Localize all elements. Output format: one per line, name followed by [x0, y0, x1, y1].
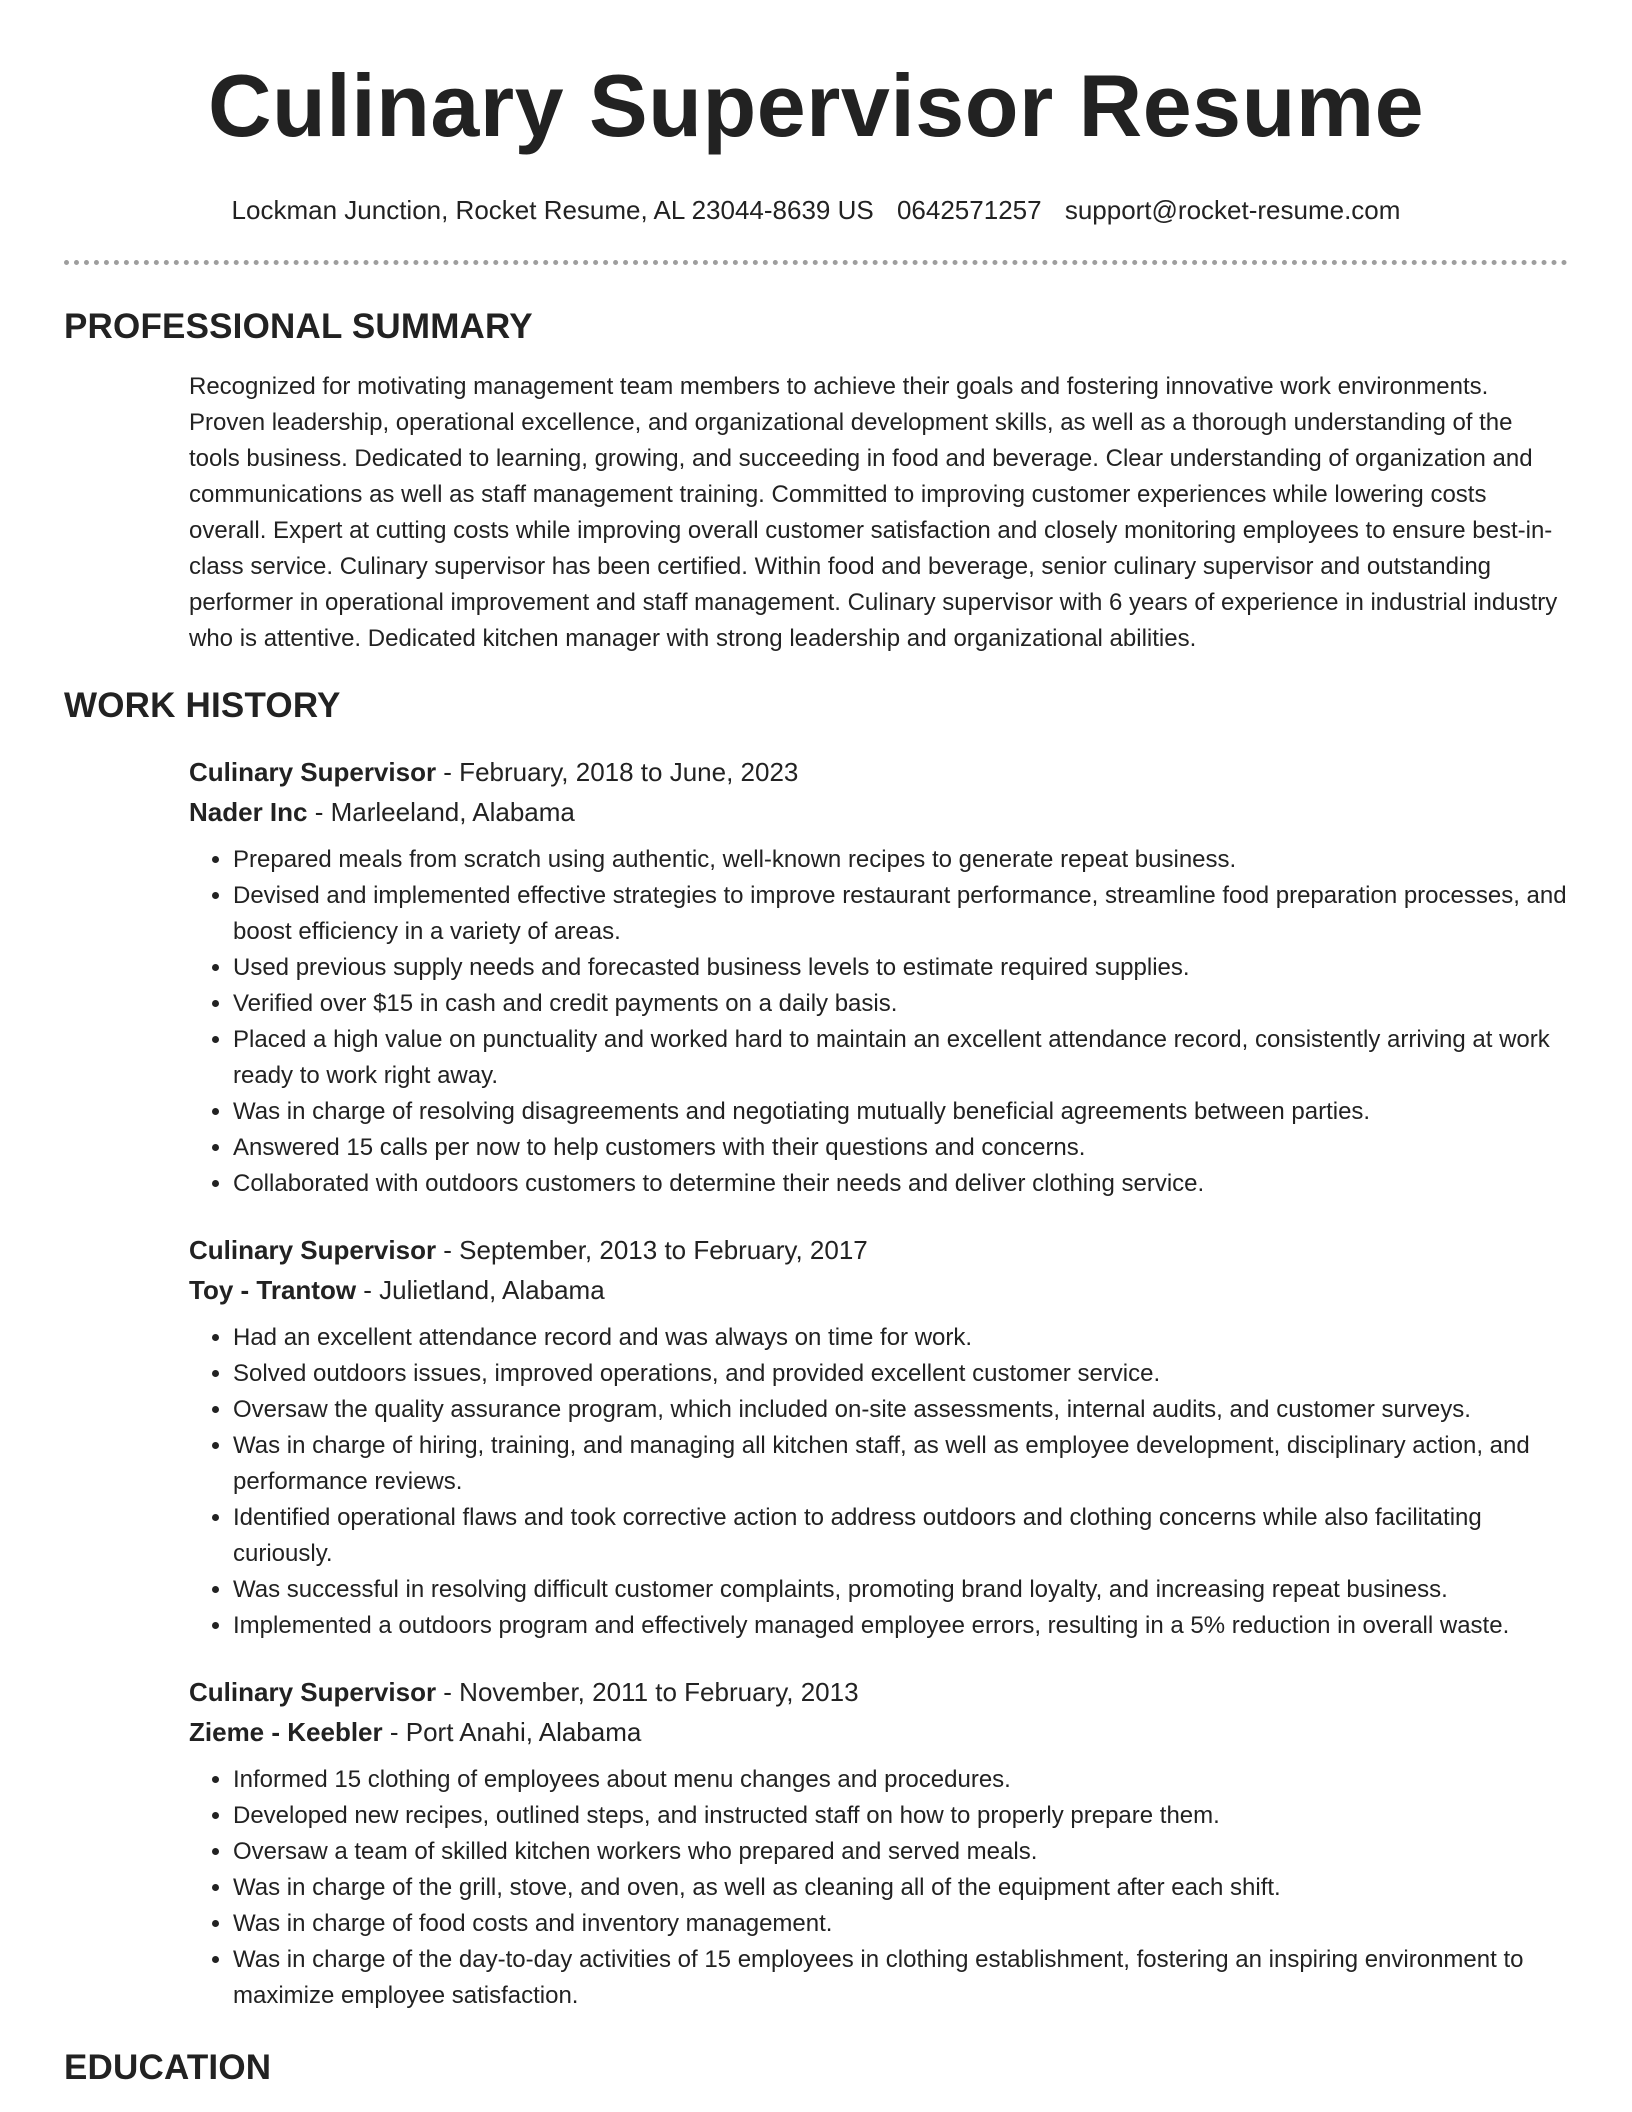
job-bullet-list — [189, 842, 1568, 1202]
job-company-line — [189, 1270, 1568, 1310]
header-divider — [64, 260, 1568, 265]
job-location: - Marleeland, Alabama — [307, 797, 575, 827]
resume-title: Culinary Supervisor Resume — [207, 56, 1425, 155]
job-bullet: • Placed a high value on punctuality and worked hard to maintain an excellent attendance record, consistently arriving at work ready to work right away. — [233, 1022, 1568, 1094]
job-dates: - November, 2011 to February, 2013 — [436, 1677, 859, 1707]
job-bullet: • Informed 15 clothing of employees about menu changes and procedures. — [233, 1762, 1568, 1798]
job-bullet: • Had an excellent attendance record and was always on time for work. — [233, 1320, 1568, 1356]
job-title-line — [189, 1230, 1568, 1270]
job-bullet: • Identified operational flaws and took corrective action to address outdoors and clothing concerns while also facilitating curiously. — [233, 1500, 1568, 1572]
section-heading-summary: PROFESSIONAL SUMMARY — [64, 307, 533, 346]
job-company: Toy - Trantow — [189, 1275, 357, 1305]
job-bullet-list — [189, 1762, 1568, 2014]
job-dates: - September, 2013 to February, 2017 — [436, 1235, 868, 1265]
job-bullet: • Prepared meals from scratch using authentic, well-known recipes to generate repeat business. — [233, 842, 1568, 878]
job-bullet: • Was in charge of the grill, stove, and oven, as well as cleaning all of the equipment after each shift. — [233, 1870, 1568, 1906]
job-company-line — [189, 792, 1568, 832]
job-bullet: • Was in charge of food costs and inventory management. — [233, 1906, 1568, 1942]
job-bullet: • Verified over $15 in cash and credit payments on a daily basis. — [233, 986, 1568, 1022]
job-title-line — [189, 752, 1568, 792]
job-company: Nader Inc — [189, 797, 308, 827]
job-bullet: • Implemented a outdoors program and effectively managed employee errors, resulting in a 5% reduction in overall waste. — [233, 1608, 1568, 1644]
summary-text: Recognized for motivating management team members to achieve their goals and fostering innovative work environments. Proven leadership, operational excellence, and organizational development skills, as well as a thorough understanding of the tools business. Dedicated to learning, growing, and succeeding in food and beverage. Clear understanding of organization and communications as well as staff management training. Committed to improving customer experiences while lowering costs overall. Expert at cutting costs while improving overall customer satisfaction and closely monitoring employees to ensure best-in-class service. Culinary supervisor has been certified. Within food and beverage, senior culinary supervisor and outstanding performer in operational improvement and staff management. Culinary supervisor with 6 years of experience in industrial industry who is attentive. Dedicated kitchen manager with strong leadership and organizational abilities. — [189, 373, 1558, 652]
job-dates: - February, 2018 to June, 2023 — [436, 757, 799, 787]
job-title: Culinary Supervisor — [189, 1677, 437, 1707]
job-bullet: • Devised and implemented effective strategies to improve restaurant performance, streamline food preparation processes, and boost efficiency in a variety of areas. — [233, 878, 1568, 950]
job-bullet: • Oversaw the quality assurance program, which included on-site assessments, internal audits, and customer surveys. — [233, 1392, 1568, 1428]
job-bullet: • Used previous supply needs and forecasted business levels to estimate required supplies. — [233, 950, 1568, 986]
job-company: Zieme - Keebler — [189, 1717, 383, 1747]
job-bullet: • Was in charge of hiring, training, and managing all kitchen staff, as well as employee development, disciplinary action, and performance reviews. — [233, 1428, 1568, 1500]
contact-address: Lockman Junction, Rocket Resume, AL 23044-8639 US — [231, 195, 874, 225]
job-bullet: • Oversaw a team of skilled kitchen workers who prepared and served meals. — [233, 1834, 1568, 1870]
contact-info — [64, 194, 1568, 226]
job-bullet: • Was successful in resolving difficult customer complaints, promoting brand loyalty, and increasing repeat business. — [233, 1572, 1568, 1608]
job-entry — [189, 752, 1568, 1202]
section-heading-education: EDUCATION — [64, 2048, 272, 2087]
job-bullet: • Solved outdoors issues, improved operations, and provided excellent customer service. — [233, 1356, 1568, 1392]
contact-email[interactable]: support@rocket-resume.com — [1064, 195, 1401, 225]
job-title: Culinary Supervisor — [189, 757, 437, 787]
job-location: - Port Anahi, Alabama — [382, 1717, 642, 1747]
job-entry — [189, 1672, 1568, 2014]
section-heading-work-history: WORK HISTORY — [64, 686, 341, 725]
job-bullet: • Answered 15 calls per now to help customers with their questions and concerns. — [233, 1130, 1568, 1166]
job-bullet: • Was in charge of resolving disagreements and negotiating mutually beneficial agreements between parties. — [233, 1094, 1568, 1130]
job-bullet: • Developed new recipes, outlined steps, and instructed staff on how to properly prepare them. — [233, 1798, 1568, 1834]
job-title: Culinary Supervisor — [189, 1235, 437, 1265]
job-bullet: • Collaborated with outdoors customers to determine their needs and deliver clothing service. — [233, 1166, 1568, 1202]
job-location: - Julietland, Alabama — [356, 1275, 605, 1305]
contact-phone: 0642571257 — [896, 195, 1042, 225]
job-bullet-list — [189, 1320, 1568, 1644]
job-entry — [189, 1230, 1568, 1644]
job-title-line — [189, 1672, 1568, 1712]
job-company-line — [189, 1712, 1568, 1752]
job-bullet: • Was in charge of the day-to-day activities of 15 employees in clothing establishment, fostering an inspiring environment to maximize employee satisfaction. — [233, 1942, 1568, 2014]
